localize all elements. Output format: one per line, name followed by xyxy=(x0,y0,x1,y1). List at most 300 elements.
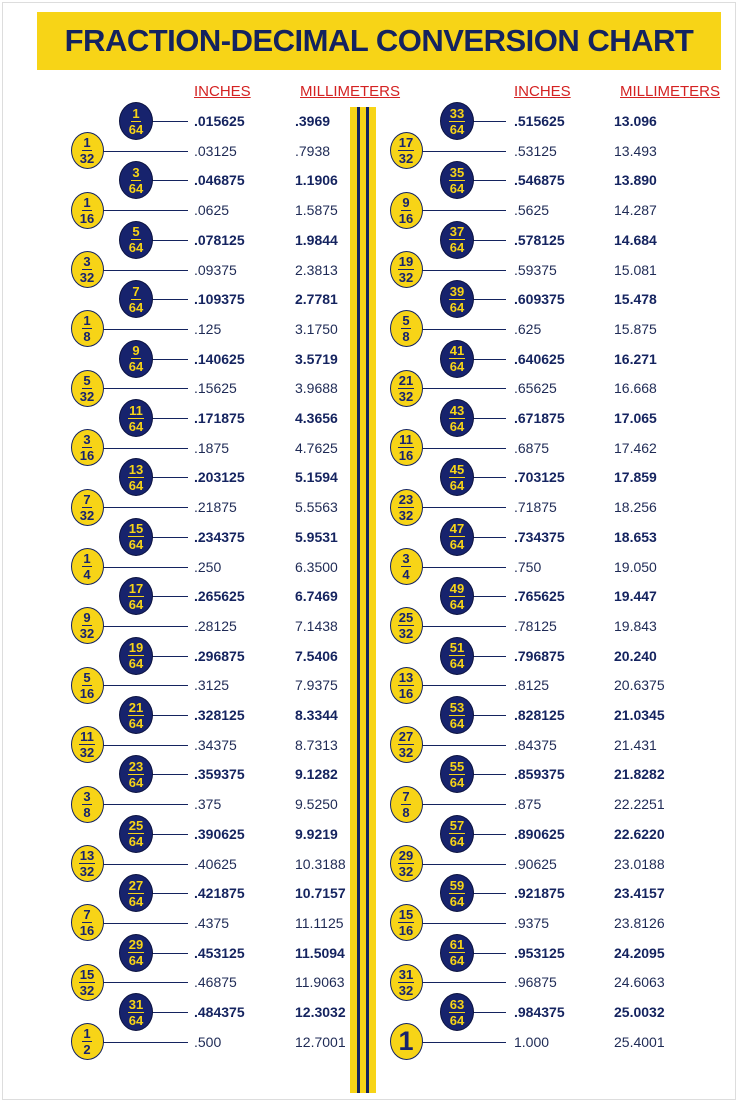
right-millimeters-value: 13.493 xyxy=(614,142,657,159)
fraction-denominator: 64 xyxy=(128,596,144,612)
fraction xyxy=(398,968,414,997)
right-fraction-badge xyxy=(440,815,474,853)
fraction-denominator: 16 xyxy=(398,923,414,939)
right-millimeters-value: 14.287 xyxy=(614,202,657,219)
fraction xyxy=(398,255,414,284)
right-millimeters-value: 17.859 xyxy=(614,469,657,486)
fraction-numerator: 47 xyxy=(449,521,465,537)
fraction xyxy=(449,701,465,730)
right-inches-value: .78125 xyxy=(514,617,557,634)
left-fraction-badge xyxy=(71,132,104,169)
left-fraction-badge xyxy=(119,993,153,1031)
fraction xyxy=(128,998,144,1027)
fraction-numerator: 51 xyxy=(449,640,465,656)
fraction xyxy=(398,136,414,165)
fraction-denominator: 64 xyxy=(449,359,465,375)
right-fraction-badge xyxy=(390,904,423,941)
left-fraction-badge xyxy=(71,548,104,585)
fraction-numerator: 59 xyxy=(449,877,465,893)
fraction xyxy=(449,344,465,373)
fraction-numerator: 7 xyxy=(402,788,410,804)
fraction xyxy=(449,107,465,136)
right-inches-value: .671875 xyxy=(514,410,565,426)
fraction xyxy=(398,730,414,759)
left-fraction-badge xyxy=(71,845,104,882)
left-inches-value: .484375 xyxy=(194,1004,245,1020)
left-fraction-badge xyxy=(119,161,153,199)
fraction-numerator: 35 xyxy=(449,164,465,180)
left-fraction-badge xyxy=(119,399,153,437)
fraction-numerator: 13 xyxy=(79,848,95,863)
right-millimeters-value: 15.478 xyxy=(614,291,657,308)
fraction-denominator: 32 xyxy=(79,507,95,523)
left-millimeters-value: 7.9375 xyxy=(295,677,338,694)
left-inches-value: .046875 xyxy=(194,172,245,189)
fraction-denominator: 64 xyxy=(449,537,465,553)
fraction-denominator: 16 xyxy=(79,448,95,464)
left-millimeters-value: 9.5250 xyxy=(295,796,338,813)
fraction-denominator: 64 xyxy=(128,418,144,434)
right-fraction-badge xyxy=(390,667,423,704)
fraction xyxy=(398,908,414,937)
fraction xyxy=(129,344,143,373)
right-fraction-badge xyxy=(390,548,423,585)
fraction xyxy=(80,255,94,284)
right-millimeters-value: 21.431 xyxy=(614,736,657,753)
right-inches-value: .96875 xyxy=(514,974,557,991)
fraction-denominator: 16 xyxy=(398,448,414,464)
right-inches-value: .71875 xyxy=(514,499,557,516)
fraction xyxy=(80,196,94,225)
right-millimeters-value: 16.668 xyxy=(614,380,657,397)
fraction-denominator: 8 xyxy=(83,329,91,345)
right-millimeters-value: 25.4001 xyxy=(614,1033,665,1050)
fraction-denominator: 64 xyxy=(128,1012,144,1028)
fraction-denominator: 64 xyxy=(449,1012,465,1028)
fraction-numerator: 49 xyxy=(449,580,465,596)
left-fraction-badge xyxy=(71,489,104,526)
fraction-numerator: 27 xyxy=(398,729,414,745)
left-inches-value: .375 xyxy=(194,796,222,813)
right-fraction-badge xyxy=(440,637,474,675)
fraction-denominator: 64 xyxy=(128,893,144,909)
fraction-numerator: 13 xyxy=(398,669,414,685)
left-fraction-badge xyxy=(119,637,153,675)
right-fraction-badge xyxy=(390,489,423,526)
fraction-denominator: 64 xyxy=(128,299,144,315)
fraction-numerator: 3 xyxy=(83,254,91,269)
fraction xyxy=(449,760,465,789)
left-fraction-badge xyxy=(119,102,153,140)
right-fraction-badge xyxy=(440,874,474,912)
fraction-denominator: 64 xyxy=(128,477,144,493)
fraction-denominator: 2 xyxy=(83,1042,91,1058)
fraction-denominator: 16 xyxy=(398,210,414,226)
fraction-numerator: 1 xyxy=(83,313,91,329)
fraction-numerator: 15 xyxy=(398,907,414,923)
fraction xyxy=(401,790,410,819)
fraction-numerator: 45 xyxy=(449,461,465,477)
fraction-denominator: 64 xyxy=(128,121,144,137)
left-millimeters-value: 12.7001 xyxy=(295,1033,346,1050)
fraction xyxy=(79,730,95,759)
fraction-denominator: 32 xyxy=(79,151,95,167)
fraction-denominator: 32 xyxy=(79,864,95,879)
fraction-numerator: 23 xyxy=(398,491,414,507)
right-fraction-badge xyxy=(390,607,423,644)
fraction-denominator: 32 xyxy=(398,982,414,998)
fraction-denominator: 32 xyxy=(398,864,414,879)
fraction xyxy=(401,552,410,581)
fraction xyxy=(449,463,465,492)
right-inches-value: .578125 xyxy=(514,231,565,248)
fraction xyxy=(449,522,465,551)
left-fraction-badge xyxy=(71,429,104,466)
right-fraction-badge xyxy=(390,192,423,229)
left-millimeters-value: .3969 xyxy=(295,113,331,129)
fraction-denominator: 16 xyxy=(398,685,414,701)
fraction-denominator: 4 xyxy=(402,567,410,582)
fraction xyxy=(398,849,414,878)
fraction xyxy=(398,611,414,640)
right-fraction-badge xyxy=(440,102,474,140)
left-inches-value: .09375 xyxy=(194,261,237,278)
right-millimeters-value: 18.256 xyxy=(614,499,657,516)
left-millimeters-value: 7.5406 xyxy=(295,647,338,664)
fraction-numerator: 31 xyxy=(398,966,414,982)
right-inches-value: .65625 xyxy=(514,380,557,397)
fraction-denominator: 32 xyxy=(79,626,95,642)
left-fraction-badge xyxy=(119,340,153,378)
center-divider xyxy=(350,107,376,1093)
fraction-denominator: 32 xyxy=(398,745,414,761)
right-millimeters-value: 17.065 xyxy=(614,410,657,426)
left-inches-value: .203125 xyxy=(194,469,245,486)
left-inches-value: .296875 xyxy=(194,647,245,664)
left-millimeters-value: 2.3813 xyxy=(295,261,338,278)
fraction xyxy=(128,463,144,492)
left-fraction-badge xyxy=(71,964,104,1001)
divider-rule-left xyxy=(357,107,360,1093)
fraction-denominator: 64 xyxy=(449,418,465,434)
left-fraction-badge xyxy=(119,577,153,615)
fraction-denominator: 32 xyxy=(79,270,95,285)
left-fraction-badge xyxy=(71,904,104,941)
fraction-numerator: 1 xyxy=(83,194,91,210)
left-inches-value: .03125 xyxy=(194,142,237,159)
left-millimeters-value: 9.9219 xyxy=(295,825,338,842)
left-inches-value: .15625 xyxy=(194,380,237,397)
fraction xyxy=(82,314,91,343)
fraction-numerator: 17 xyxy=(128,580,144,596)
fraction xyxy=(128,819,144,848)
right-millimeters-value: 25.0032 xyxy=(614,1004,665,1020)
right-fraction-badge xyxy=(390,310,423,347)
fraction xyxy=(398,493,414,522)
left-fraction-badge xyxy=(71,192,104,229)
fraction xyxy=(128,641,144,670)
left-inches-value: .125 xyxy=(194,320,222,337)
fraction-numerator: 3 xyxy=(402,551,410,566)
right-inches-value: .921875 xyxy=(514,885,565,902)
fraction xyxy=(449,819,465,848)
right-millimeters-value: 24.2095 xyxy=(614,944,665,961)
fraction-denominator: 64 xyxy=(128,834,144,850)
fraction-numerator: 55 xyxy=(449,758,465,774)
right-fraction-badge xyxy=(440,221,474,259)
left-millimeters-value: 4.7625 xyxy=(295,439,338,456)
left-millimeters-header: MILLIMETERS xyxy=(300,83,401,100)
fraction-denominator: 64 xyxy=(449,656,465,672)
right-fraction-badge xyxy=(440,577,474,615)
fraction-denominator: 32 xyxy=(79,982,95,998)
fraction xyxy=(80,611,94,640)
fraction-denominator: 64 xyxy=(449,893,465,909)
fraction xyxy=(129,285,143,314)
left-inches-value: .421875 xyxy=(194,885,245,902)
left-millimeters-value: 4.3656 xyxy=(295,410,338,426)
fraction-numerator: 1 xyxy=(83,551,91,566)
fraction-denominator: 64 xyxy=(128,715,144,731)
fraction xyxy=(129,225,143,254)
left-inches-header: INCHES xyxy=(194,83,251,100)
fraction-numerator: 31 xyxy=(128,996,144,1012)
fraction-denominator: 16 xyxy=(79,685,95,701)
fraction-denominator: 64 xyxy=(449,121,465,137)
left-fraction-badge xyxy=(71,251,104,288)
fraction-numerator: 43 xyxy=(449,402,465,418)
left-fraction-badge xyxy=(71,607,104,644)
fraction-denominator: 64 xyxy=(449,180,465,196)
fraction xyxy=(401,314,410,343)
left-inches-value: .0625 xyxy=(194,202,230,219)
fraction-denominator: 64 xyxy=(449,240,465,256)
left-millimeters-value: 7.1438 xyxy=(295,617,338,634)
left-inches-value: .171875 xyxy=(194,410,245,426)
left-millimeters-value: 10.7157 xyxy=(295,885,346,902)
fraction-denominator: 64 xyxy=(449,299,465,315)
left-millimeters-value: .7938 xyxy=(295,142,331,159)
right-inches-value: .84375 xyxy=(514,736,557,753)
fraction-denominator: 64 xyxy=(128,240,144,256)
fraction-numerator: 41 xyxy=(449,343,465,359)
right-inches-value: .625 xyxy=(514,320,542,337)
left-millimeters-value: 8.7313 xyxy=(295,736,338,753)
right-inches-value: .640625 xyxy=(514,350,565,367)
right-fraction-badge xyxy=(440,518,474,556)
left-fraction-badge xyxy=(71,1023,104,1060)
right-inches-value: .6875 xyxy=(514,439,550,456)
left-inches-value: .1875 xyxy=(194,439,230,456)
fraction-numerator: 1 xyxy=(83,135,91,151)
right-millimeters-value: 13.890 xyxy=(614,172,657,189)
right-inches-value: .859375 xyxy=(514,766,565,783)
fraction-numerator: 9 xyxy=(402,194,410,210)
fraction-numerator: 29 xyxy=(398,848,414,863)
fraction xyxy=(398,433,414,462)
fraction-numerator: 5 xyxy=(83,669,91,685)
fraction xyxy=(128,879,144,908)
left-fraction-badge xyxy=(119,458,153,496)
left-millimeters-value: 11.1125 xyxy=(295,914,344,931)
fraction xyxy=(449,225,465,254)
right-millimeters-header: MILLIMETERS xyxy=(620,83,721,100)
fraction xyxy=(128,522,144,551)
right-fraction-badge xyxy=(390,251,423,288)
left-millimeters-value: 6.7469 xyxy=(295,588,338,605)
right-millimeters-value: 23.4157 xyxy=(614,885,665,902)
fraction-denominator: 64 xyxy=(128,359,144,375)
fraction-numerator: 11 xyxy=(399,432,413,448)
right-fraction-badge xyxy=(390,370,423,407)
right-inches-value: .59375 xyxy=(514,261,557,278)
left-inches-value: .250 xyxy=(194,558,222,575)
right-millimeters-value: 22.6220 xyxy=(614,825,665,842)
fraction xyxy=(129,107,143,136)
right-fraction-badge xyxy=(390,726,423,763)
right-fraction-badge xyxy=(390,429,423,466)
left-inches-value: .328125 xyxy=(194,707,245,723)
right-millimeters-value: 24.6063 xyxy=(614,974,665,991)
fraction-denominator: 64 xyxy=(128,656,144,672)
fraction-numerator: 15 xyxy=(128,521,144,537)
left-inches-value: .28125 xyxy=(194,617,237,634)
right-millimeters-value: 15.875 xyxy=(614,320,657,337)
left-millimeters-value: 1.5875 xyxy=(295,202,338,219)
fraction xyxy=(449,879,465,908)
fraction xyxy=(80,374,94,403)
fraction-numerator: 9 xyxy=(83,610,91,626)
left-inches-value: .109375 xyxy=(194,291,245,308)
left-fraction-badge xyxy=(119,280,153,318)
left-inches-value: .4375 xyxy=(194,914,230,931)
fraction-denominator: 64 xyxy=(449,477,465,493)
left-millimeters-value: 1.9844 xyxy=(295,231,338,248)
right-millimeters-value: 23.0188 xyxy=(614,855,665,872)
right-inches-value: .750 xyxy=(514,558,542,575)
fraction-numerator: 5 xyxy=(402,313,410,329)
left-millimeters-value: 1.1906 xyxy=(295,172,338,189)
left-fraction-badge xyxy=(119,815,153,853)
fraction xyxy=(80,908,94,937)
right-inches-value: .953125 xyxy=(514,944,565,961)
right-inches-value: .890625 xyxy=(514,825,565,842)
left-inches-value: .390625 xyxy=(194,825,245,842)
left-millimeters-value: 5.5563 xyxy=(295,499,338,516)
right-inches-value: .9375 xyxy=(514,914,550,931)
right-millimeters-value: 19.447 xyxy=(614,588,657,605)
fraction-denominator: 4 xyxy=(83,567,91,582)
left-fraction-badge xyxy=(71,786,104,823)
fraction-numerator: 21 xyxy=(398,372,414,388)
right-inches-value: .5625 xyxy=(514,202,550,219)
right-millimeters-value: 20.6375 xyxy=(614,677,665,694)
fraction xyxy=(129,166,143,195)
fraction-numerator: 37 xyxy=(449,224,465,240)
fraction-numerator: 25 xyxy=(398,610,414,626)
right-millimeters-value: 21.8282 xyxy=(614,766,665,783)
left-fraction-badge xyxy=(71,667,104,704)
fraction xyxy=(82,552,91,581)
left-inches-value: .015625 xyxy=(194,113,245,129)
left-fraction-badge xyxy=(119,221,153,259)
fraction-numerator: 3 xyxy=(83,788,91,804)
right-inches-value: .875 xyxy=(514,796,542,813)
fraction xyxy=(449,938,465,967)
left-fraction-badge xyxy=(119,518,153,556)
fraction-numerator: 19 xyxy=(128,640,144,656)
fraction xyxy=(128,582,144,611)
right-fraction-badge xyxy=(440,161,474,199)
right-fraction-badge xyxy=(440,696,474,734)
fraction-numerator: 21 xyxy=(128,699,144,715)
fraction-numerator: 25 xyxy=(128,818,144,834)
right-fraction-badge xyxy=(440,340,474,378)
right-inches-header: INCHES xyxy=(514,83,571,100)
fraction-denominator: 32 xyxy=(398,151,414,167)
right-inches-value: .515625 xyxy=(514,113,565,129)
right-millimeters-value: 16.271 xyxy=(614,350,657,367)
right-millimeters-value: 15.081 xyxy=(614,261,657,278)
right-fraction-badge xyxy=(390,1023,423,1060)
fraction-denominator: 16 xyxy=(79,210,95,226)
fraction xyxy=(79,849,95,878)
right-fraction-badge xyxy=(440,755,474,793)
fraction-denominator: 32 xyxy=(79,745,95,761)
fraction-numerator: 33 xyxy=(449,105,465,121)
right-fraction-badge xyxy=(440,458,474,496)
fraction-numerator: 39 xyxy=(449,283,465,299)
fraction-numerator: 7 xyxy=(83,907,91,923)
fraction xyxy=(449,641,465,670)
fraction-numerator: 1 xyxy=(132,105,140,121)
right-inches-value: .984375 xyxy=(514,1004,565,1020)
left-inches-value: .34375 xyxy=(194,736,237,753)
fraction xyxy=(449,285,465,314)
left-inches-value: .3125 xyxy=(194,677,230,694)
right-inches-value: .734375 xyxy=(514,528,565,545)
fraction xyxy=(82,1027,91,1056)
left-millimeters-value: 11.9063 xyxy=(295,974,345,991)
fraction xyxy=(128,701,144,730)
left-inches-value: .234375 xyxy=(194,528,245,545)
fraction xyxy=(80,433,94,462)
left-fraction-badge xyxy=(71,726,104,763)
left-millimeters-value: 5.1594 xyxy=(295,469,338,486)
right-inches-value: .796875 xyxy=(514,647,565,664)
fraction-numerator: 17 xyxy=(398,135,414,151)
right-millimeters-value: 14.684 xyxy=(614,231,657,248)
left-inches-value: .21875 xyxy=(194,499,237,516)
right-fraction-badge xyxy=(440,934,474,972)
fraction-denominator: 16 xyxy=(79,923,95,939)
fraction-denominator: 64 xyxy=(128,953,144,969)
fraction-denominator: 8 xyxy=(402,329,410,345)
left-millimeters-value: 3.9688 xyxy=(295,380,338,397)
fraction-numerator: 1 xyxy=(83,1026,91,1042)
fraction xyxy=(79,968,95,997)
fraction xyxy=(399,196,413,225)
left-millimeters-value: 5.9531 xyxy=(295,528,338,545)
fraction-numerator: 5 xyxy=(83,372,91,388)
left-fraction-badge xyxy=(71,370,104,407)
right-fraction-badge xyxy=(390,845,423,882)
right-inches-value: 1.000 xyxy=(514,1033,550,1050)
right-inches-value: .609375 xyxy=(514,291,565,308)
right-inches-value: .53125 xyxy=(514,142,557,159)
fraction xyxy=(449,404,465,433)
fraction xyxy=(449,998,465,1027)
